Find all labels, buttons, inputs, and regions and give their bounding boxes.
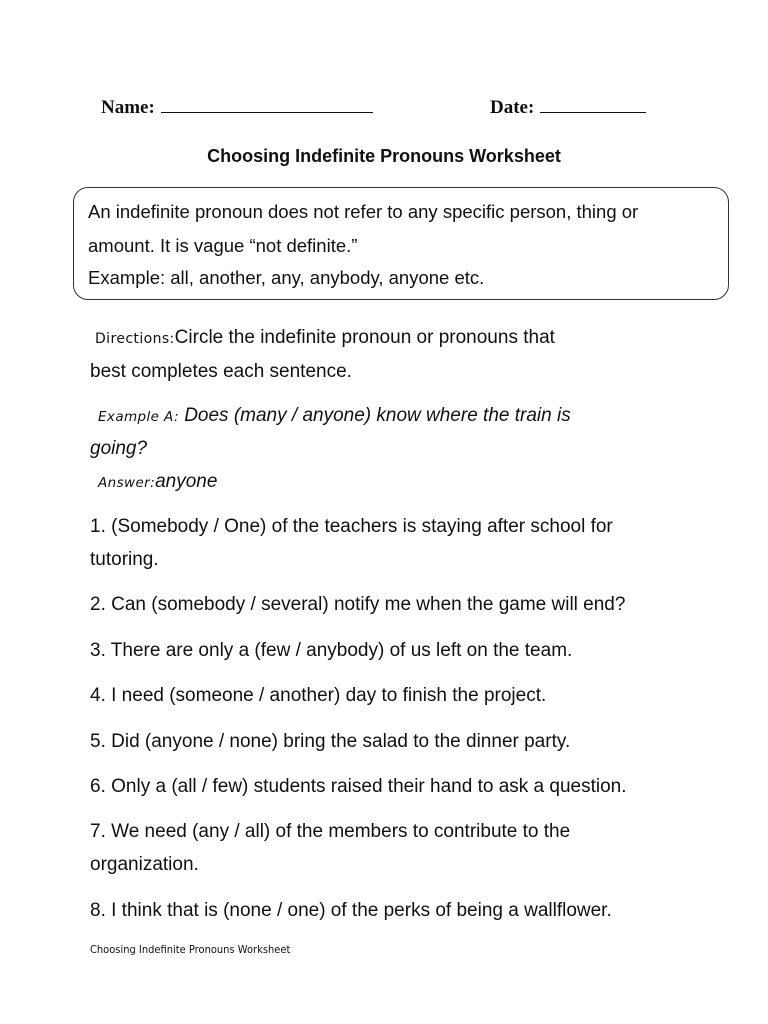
question-5: 5. Did (anyone / none) bring the salad to the dinner party. (90, 731, 571, 752)
answer-label: Answer: (98, 475, 156, 491)
worksheet-title: Choosing Indefinite Pronouns Worksheet (207, 146, 561, 166)
example-line-1 (98, 405, 571, 427)
definition-line-2: amount. It is vague “not definite.” (88, 235, 358, 256)
example-line-2: going? (90, 438, 148, 459)
question-4: 4. I need (someone / another) day to finish the project. (90, 685, 547, 706)
example-text: Does (many / anyone) know where the train is (184, 405, 571, 426)
question-3: 3. There are only a (few / anybody) of us left on the team. (90, 640, 573, 661)
directions-text: Circle the indefinite pronoun or pronouns that (174, 327, 555, 348)
date-label: Date: (490, 97, 535, 118)
answer-line (98, 471, 217, 493)
directions-line-2: best completes each sentence. (90, 361, 352, 382)
question-1-line-2: tutoring. (90, 549, 159, 570)
question-6: 6. Only a (all / few) students raised their hand to ask a question. (90, 776, 627, 797)
question-8: 8. I think that is (none / one) of the perks of being a wallflower. (90, 900, 612, 921)
directions-line-1 (95, 327, 555, 349)
definition-line-1: An indefinite pronoun does not refer to any specific person, thing or (88, 201, 639, 222)
name-blank[interactable] (161, 94, 373, 113)
name-field (101, 94, 373, 119)
page-footer: Choosing Indefinite Pronouns Worksheet (90, 943, 291, 956)
answer-value: anyone (155, 471, 218, 492)
question-1-line-1: 1. (Somebody / One) of the teachers is staying after school for (90, 516, 613, 537)
directions-label: Directions: (95, 331, 175, 347)
date-field (490, 94, 646, 119)
question-7-line-1: 7. We need (any / all) of the members to contribute to the (90, 821, 571, 842)
date-blank[interactable] (540, 94, 646, 113)
question-7-line-2: organization. (90, 854, 199, 875)
name-label: Name: (101, 97, 155, 118)
question-2: 2. Can (somebody / several) notify me when the game will end? (90, 594, 626, 615)
example-label: Example A: (98, 409, 179, 425)
definition-line-3: Example: all, another, any, anybody, anyone etc. (88, 267, 485, 288)
